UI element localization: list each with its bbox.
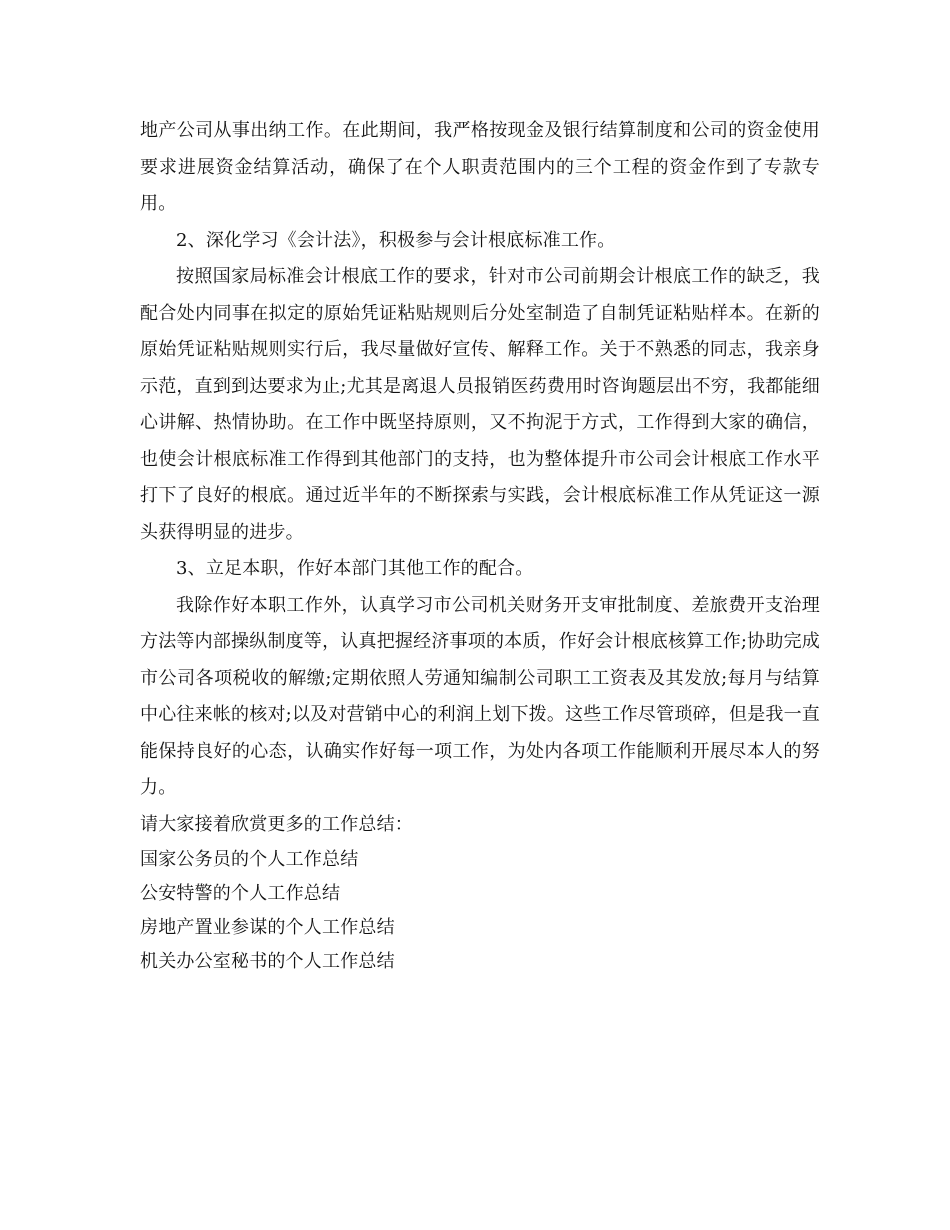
more-intro: 请大家接着欣赏更多的工作总结： [140, 813, 413, 835]
paragraph-1: 地产公司从事出纳工作。在此期间，我严格按现金及银行结算制度和公司的资金使用要求进展资金结算活动，确保了在个人职责范围内的三个工程的资金作到了专款专用。 [140, 120, 820, 214]
more-links-list [140, 843, 820, 979]
more-link-3[interactable]: 房地产置业参谋的个人工作总结 [140, 917, 395, 938]
section-heading-3: 3、立足本职，作好本部门其他工作的配合。 [176, 558, 534, 579]
document-body [140, 113, 820, 979]
more-link-4[interactable]: 机关办公室秘书的个人工作总结 [140, 951, 395, 972]
paragraph-3: 我除作好本职工作外，认真学习市公司机关财务开支审批制度、差旅费开支治理方法等内部操纵制度等，认真把握经济事项的本质，作好会计根底核算工作;协助完成市公司各项税收的解缴;定期依照人劳通知编制公司职工工资表及其发放;每月与结算中心往来帐的核对;以及对营销中心的利润上划下拨。这些工作尽管琐碎，但是我一直能保持良好的心态，认确实作好每一项工作，为处内各项工作能顺利开展尽本人的努力。 [140, 594, 820, 798]
paragraph-2: 按照国家局标准会计根底工作的要求，针对市公司前期会计根底工作的缺乏，我配合处内同事在拟定的原始凭证粘贴规则后分处室制造了自制凭证粘贴样本。在新的原始凭证粘贴规则实行后，我尽量做好宣传、解释工作。关于不熟悉的同志，我亲身示范，直到到达要求为止;尤其是离退人员报销医药费用时咨询题层出不穷，我都能细心讲解、热情协助。在工作中既坚持原则，又不拘泥于方式，工作得到大家的确信，也使会计根底标准工作得到其他部门的支持，也为整体提升市公司会计根底工作水平打下了良好的根底。通过近半年的不断探索与实践，会计根底标准工作从凭证这一源头获得明显的进步。 [140, 266, 820, 543]
more-link-1[interactable]: 国家公务员的个人工作总结 [140, 849, 359, 870]
section-heading-2: 2、深化学习《会计法》，积极参与会计根底标准工作。 [176, 229, 616, 251]
more-link-2[interactable]: 公安特警的个人工作总结 [140, 883, 341, 904]
